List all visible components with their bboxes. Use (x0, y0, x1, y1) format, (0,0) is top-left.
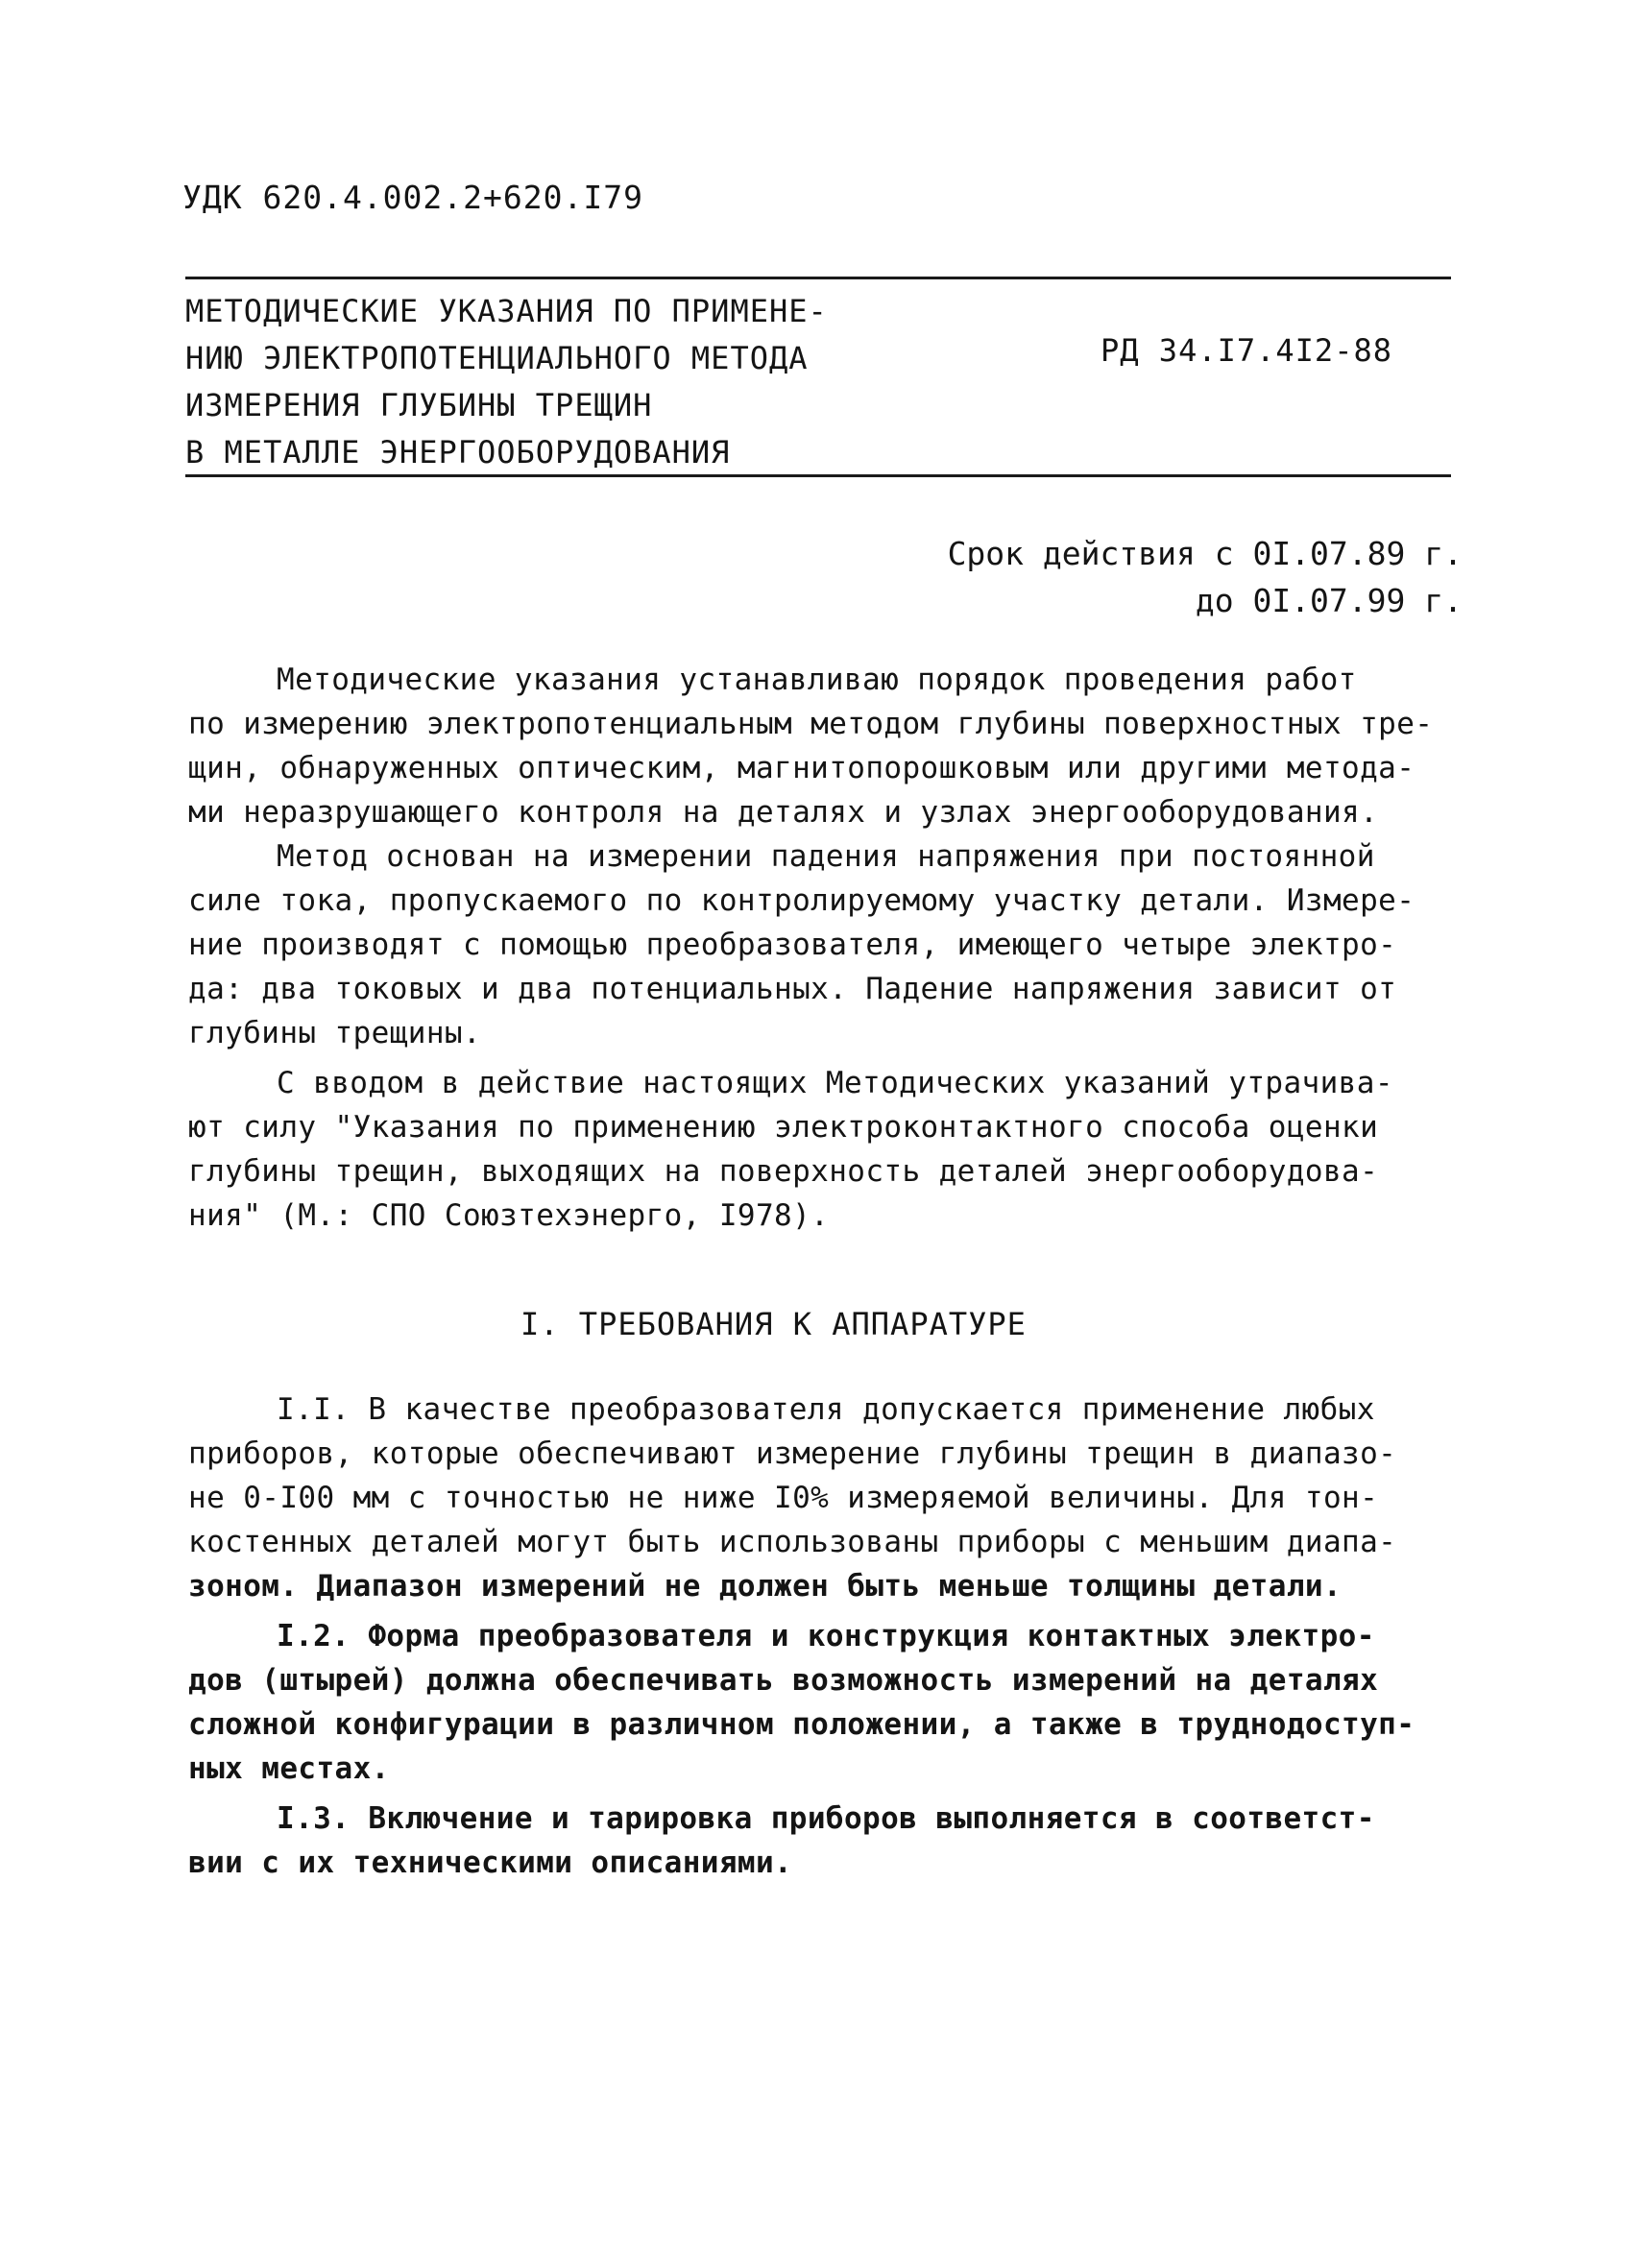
intro-line: С вводом в действие настоящих Методических указаний утрачива- (277, 1066, 1393, 1100)
section-line: зоном. Диапазон измерений не должен быть меньше толщины детали. (188, 1569, 1343, 1604)
section-line: приборов, которые обеспечивают измерение глубины трещин в диапазо- (188, 1436, 1397, 1471)
title-top-rule (185, 277, 1451, 279)
section-line: костенных деталей могут быть использованы приборы с меньшим диапа- (188, 1525, 1397, 1559)
intro-line: ние производят с помощью преобразователя, имеющего четыре электро- (188, 928, 1397, 962)
document-title (185, 288, 828, 476)
intro-line: глубины трещин, выходящих на поверхность деталей энергооборудова- (188, 1154, 1379, 1189)
title-bottom-rule (185, 474, 1451, 477)
section-line: I.I. В качестве преобразователя допускается применение любых (277, 1392, 1375, 1427)
document-number: РД 34.I7.4I2-88 (1101, 332, 1392, 369)
intro-line: ми неразрушающего контроля на деталях и узлах энергооборудования. (188, 795, 1379, 830)
intro-line: ют силу "Указания по применению электроконтактного способа оценки (188, 1110, 1379, 1145)
section-title: I. ТРЕБОВАНИЯ К АППАРАТУРЕ (520, 1306, 1027, 1342)
intro-line: Методические указания устанавливаю порядок проведения работ (277, 663, 1357, 697)
section-line: I.2. Форма преобразователя и конструкция контактных электро- (277, 1619, 1375, 1653)
intro-line: Метод основан на измерении падения напряжения при постоянной (277, 839, 1375, 874)
intro-line: ния" (М.: СПО Союзтехэнерго, I978). (188, 1198, 830, 1233)
section-line: I.3. Включение и тарировка приборов выполняется в соответст- (277, 1801, 1375, 1836)
section-line: ных местах. (188, 1751, 390, 1786)
intro-line: глубины трещины. (188, 1016, 482, 1050)
validity-period (948, 530, 1463, 624)
udk-code: УДК 620.4.002.2+620.I79 (182, 179, 643, 216)
validity-from: Срок действия с 0I.07.89 г. (947, 535, 1463, 572)
intro-line: да: два токовых и два потенциальных. Падение напряжения зависит от (188, 972, 1397, 1006)
intro-line: щин, обнаруженных оптическим, магнитопорошковым или другими метода- (188, 751, 1415, 785)
section-line: сложной конфигурации в различном положении, а также в труднодоступ- (188, 1707, 1415, 1742)
section-line: дов (штырей) должна обеспечивать возможность измерений на деталях (188, 1663, 1379, 1698)
section-line: не 0-I00 мм с точностью не ниже I0% измеряемой величины. Для тон- (188, 1481, 1379, 1515)
title-line: НИЮ ЭЛЕКТРОПОТЕНЦИАЛЬНОГО МЕТОДА (185, 340, 809, 376)
validity-to: до 0I.07.99 г. (1195, 582, 1463, 619)
title-line: МЕТОДИЧЕСКИЕ УКАЗАНИЯ ПО ПРИМЕНЕ- (185, 293, 828, 329)
intro-line: по измерению электропотенциальным методом глубины поверхностных тре- (188, 707, 1434, 741)
title-line: В МЕТАЛЛЕ ЭНЕРГООБОРУДОВАНИЯ (185, 434, 731, 470)
title-line: ИЗМЕРЕНИЯ ГЛУБИНЫ ТРЕЩИН (185, 387, 653, 423)
section-line: вии с их техническими описаниями. (188, 1846, 793, 1880)
intro-line: силе тока, пропускаемого по контролируемому участку детали. Измере- (188, 883, 1415, 918)
